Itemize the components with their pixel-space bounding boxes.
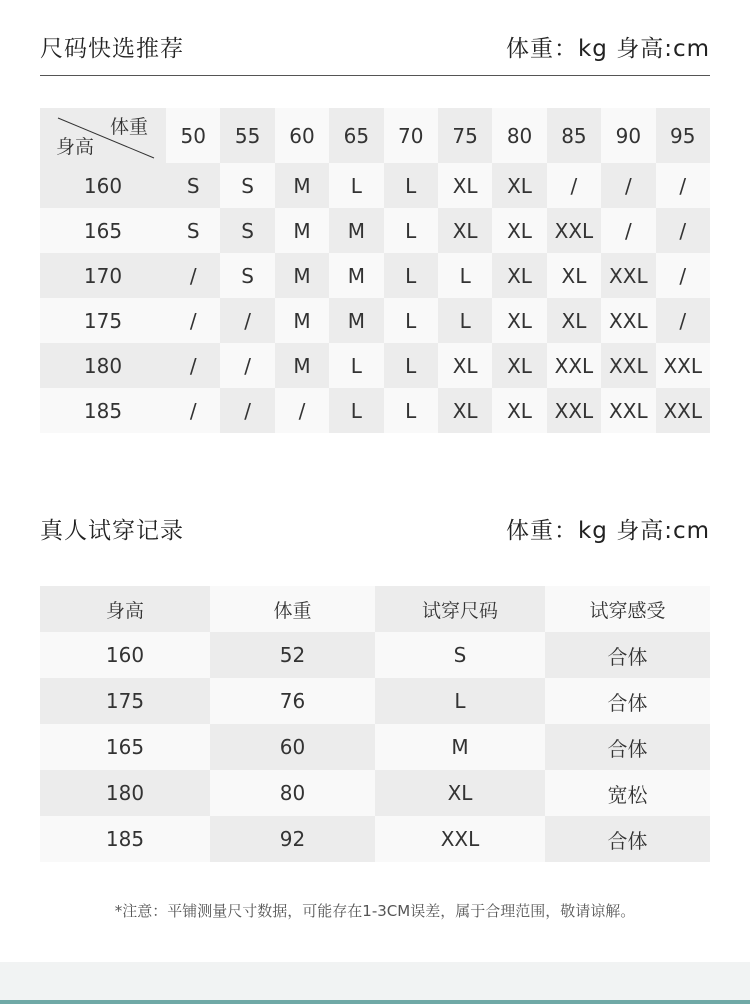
size-cell: XXL [656,388,710,433]
size-cell: / [656,208,710,253]
tryon-section-title: 真人试穿记录 [40,517,184,544]
size-cell: L [384,343,438,388]
height-label-cell: 170 [40,253,166,298]
size-section-header [40,26,710,66]
corner-height-label: 身高 [56,136,95,158]
weight-header-cell: 60 [275,108,329,163]
weight-header-cell: 65 [329,108,383,163]
size-cell: / [656,298,710,343]
weight-header-cell: 80 [492,108,546,163]
size-cell: XXL [547,343,601,388]
tryon-cell: 合体 [545,816,710,862]
tryon-cell: 合体 [545,632,710,678]
size-cell: XL [492,298,546,343]
tryon-row [40,678,710,724]
tryon-record-table [40,586,710,862]
size-cell: / [166,298,220,343]
height-label-cell: 160 [40,163,166,208]
tryon-section-units: 体重：kg 身高:cm [505,517,710,544]
size-cell: L [384,253,438,298]
tryon-cell: 180 [40,770,210,816]
tryon-cell: 合体 [545,678,710,724]
size-cell: / [601,163,655,208]
size-cell: XXL [601,388,655,433]
tryon-cell: 宽松 [545,770,710,816]
size-cell: L [384,298,438,343]
size-cell: / [220,298,274,343]
size-cell: XL [492,208,546,253]
size-cell: / [220,343,274,388]
tryon-header-cell: 试穿感受 [545,586,710,632]
bottom-accent-line [0,1000,750,1004]
size-cell: / [275,388,329,433]
size-cell: XL [492,163,546,208]
size-cell: S [220,253,274,298]
size-cell: / [547,163,601,208]
size-cell: M [275,343,329,388]
weight-header-cell: 75 [438,108,492,163]
size-cell: XL [492,253,546,298]
size-cell: XXL [601,253,655,298]
height-label-cell: 180 [40,343,166,388]
tryon-cell: M [375,724,545,770]
tryon-section-header [40,508,710,548]
size-chart-table [40,108,710,433]
weight-header-row [40,108,710,163]
size-cell: XL [438,208,492,253]
tryon-cell: 185 [40,816,210,862]
size-cell: XXL [547,208,601,253]
size-cell: XL [547,253,601,298]
size-cell: L [329,343,383,388]
size-cell: / [220,388,274,433]
weight-header-cell: 70 [384,108,438,163]
size-cell: S [220,208,274,253]
size-cell: XXL [547,388,601,433]
size-cell: S [166,208,220,253]
tryon-cell: XL [375,770,545,816]
size-cell: / [166,388,220,433]
size-cell: XL [438,343,492,388]
size-cell: M [275,298,329,343]
tryon-cell: 160 [40,632,210,678]
tryon-cell: 165 [40,724,210,770]
tryon-cell: 60 [210,724,375,770]
size-cell: XXL [656,343,710,388]
height-label-cell: 185 [40,388,166,433]
weight-header-cell: 90 [601,108,655,163]
tryon-cell: XXL [375,816,545,862]
height-label-cell: 175 [40,298,166,343]
size-row [40,343,710,388]
height-label-cell: 165 [40,208,166,253]
size-cell: L [384,163,438,208]
tryon-cell: L [375,678,545,724]
size-cell: M [275,208,329,253]
weight-header-cell: 95 [656,108,710,163]
tryon-cell: 92 [210,816,375,862]
diagonal-corner-cell [40,108,166,163]
size-section-title: 尺码快选推荐 [40,35,184,62]
size-cell: M [329,253,383,298]
tryon-cell: 80 [210,770,375,816]
tryon-header-row [40,586,710,632]
size-cell: L [384,388,438,433]
size-cell: M [275,253,329,298]
section-divider [40,75,710,76]
size-cell: XXL [601,343,655,388]
size-row [40,388,710,433]
size-cell: S [220,163,274,208]
size-cell: / [166,343,220,388]
size-cell: L [384,208,438,253]
size-cell: XL [438,388,492,433]
corner-weight-label: 体重 [109,116,148,138]
size-row [40,253,710,298]
weight-header-cell: 55 [220,108,274,163]
tryon-row [40,816,710,862]
tryon-cell: 175 [40,678,210,724]
size-cell: L [329,388,383,433]
size-section-units: 体重：kg 身高:cm [505,35,710,62]
size-cell: / [656,163,710,208]
size-cell: / [601,208,655,253]
size-cell: XXL [601,298,655,343]
tryon-cell: 52 [210,632,375,678]
size-cell: XL [492,343,546,388]
size-cell: M [329,208,383,253]
size-cell: S [166,163,220,208]
size-cell: XL [492,388,546,433]
tryon-row [40,724,710,770]
measurement-note: *注意：平铺测量尺寸数据，可能存在1-3CM误差，属于合理范围，敬请谅解。 [114,902,636,920]
size-cell: L [438,298,492,343]
tryon-row [40,632,710,678]
bottom-strip [0,962,750,1004]
tryon-cell: 合体 [545,724,710,770]
weight-header-cell: 50 [166,108,220,163]
tryon-cell: S [375,632,545,678]
tryon-header-cell: 试穿尺码 [375,586,545,632]
size-row [40,208,710,253]
tryon-header-cell: 体重 [210,586,375,632]
size-cell: L [438,253,492,298]
size-cell: / [166,253,220,298]
size-cell: M [275,163,329,208]
size-cell: XL [547,298,601,343]
tryon-cell: 76 [210,678,375,724]
weight-header-cell: 85 [547,108,601,163]
size-cell: XL [438,163,492,208]
size-cell: M [329,298,383,343]
tryon-row [40,770,710,816]
size-cell: L [329,163,383,208]
tryon-header-cell: 身高 [40,586,210,632]
size-row [40,163,710,208]
size-row [40,298,710,343]
size-cell: / [656,253,710,298]
